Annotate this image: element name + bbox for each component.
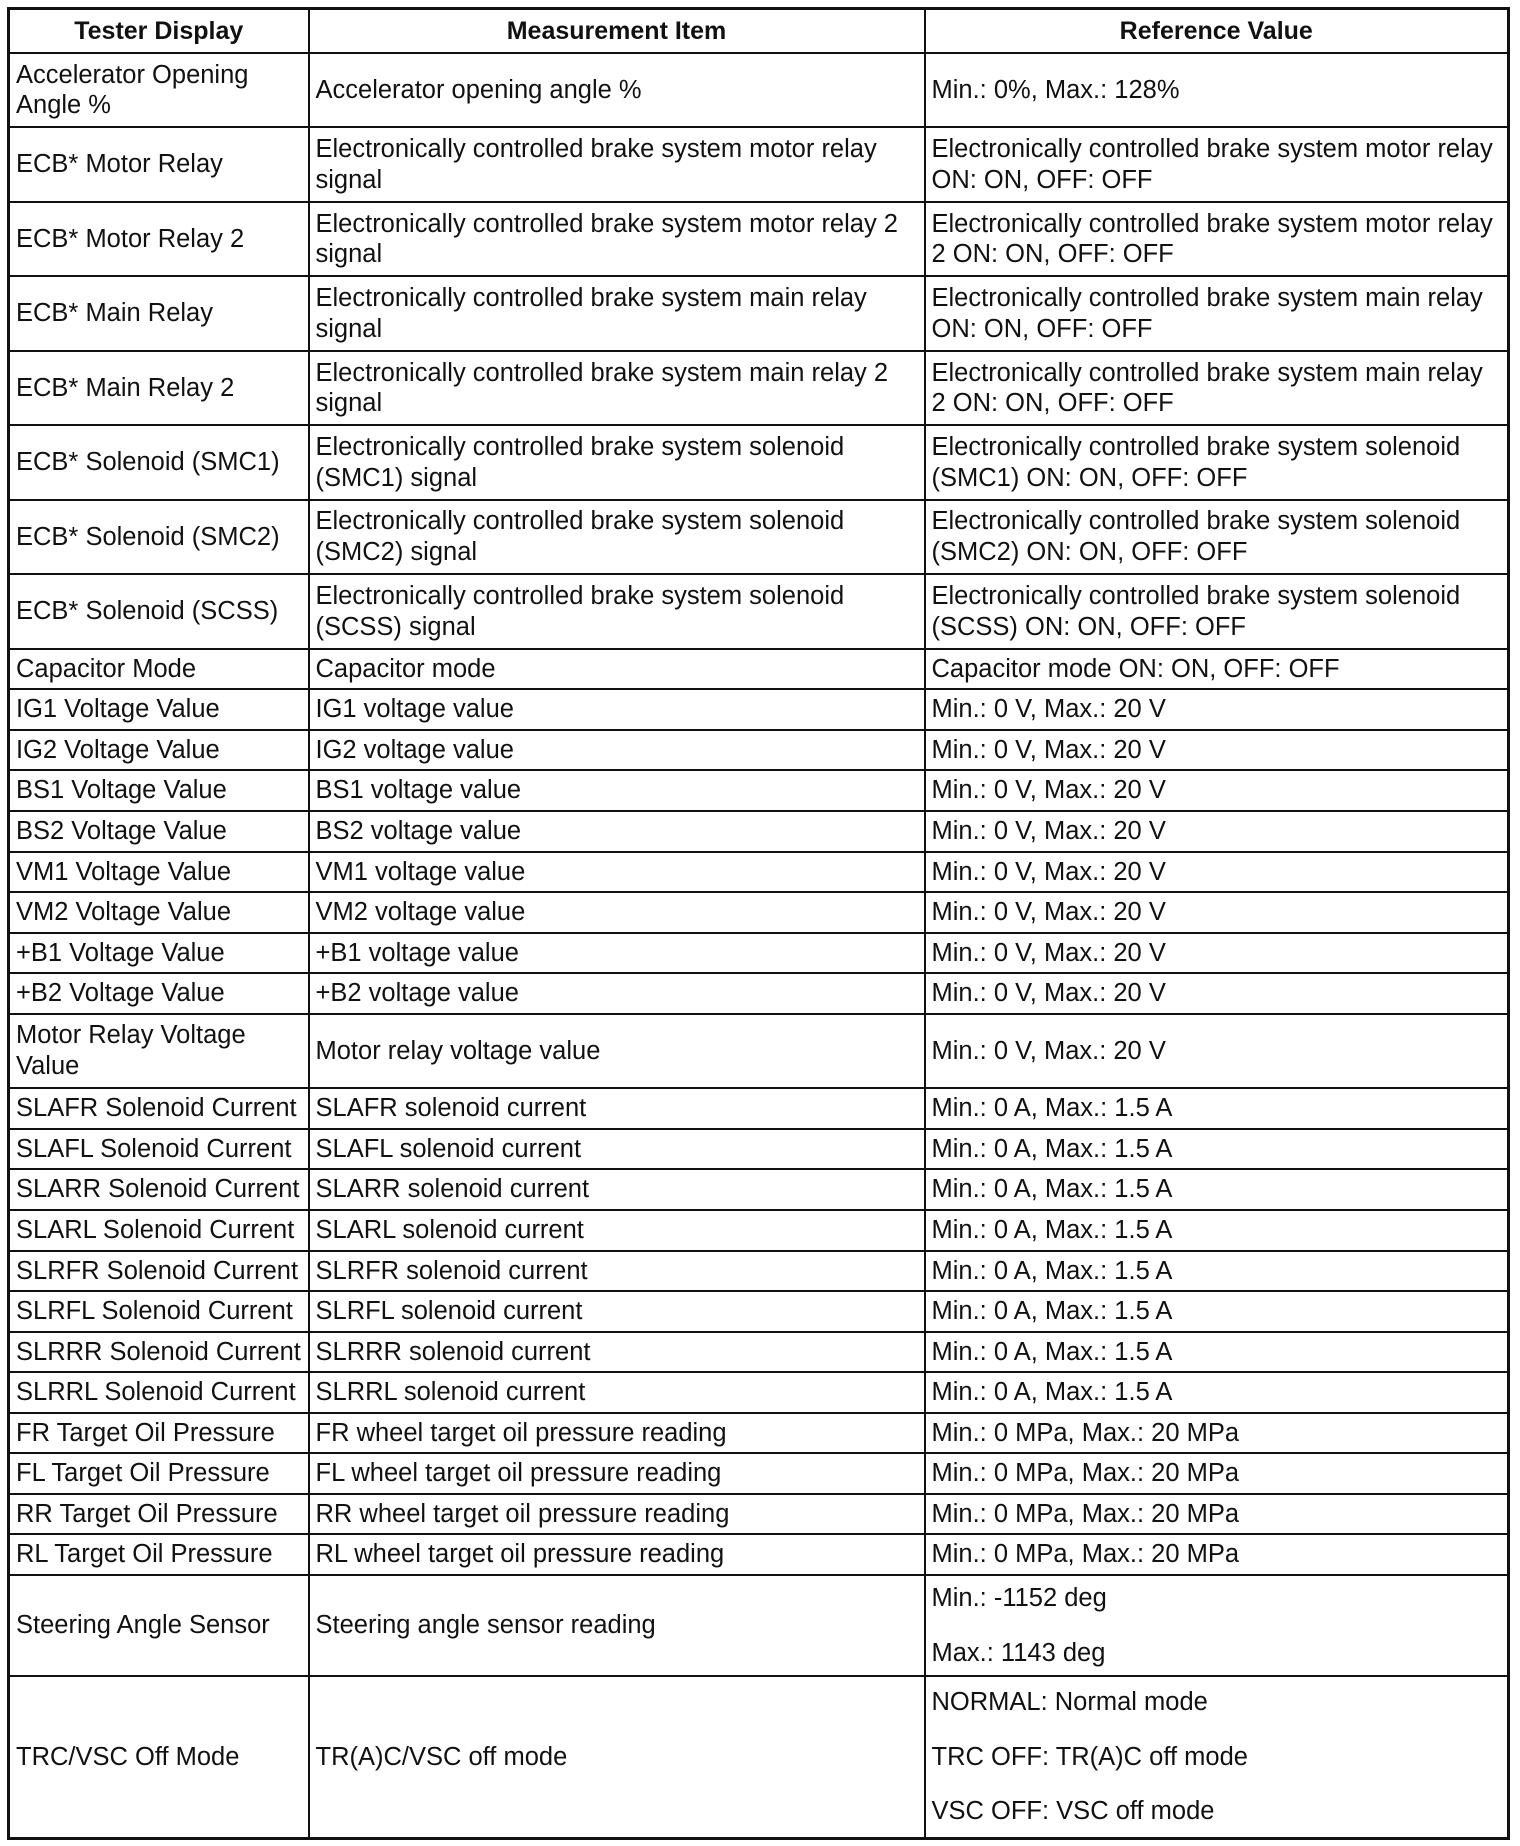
reference-value-cell: [925, 852, 1509, 893]
table-row: [9, 1251, 1509, 1292]
tester-display-cell: BS2 Voltage Value: [9, 811, 309, 852]
reference-value-cell: [925, 973, 1509, 1014]
table-row: [9, 425, 1509, 499]
tester-display-cell: SLRRL Solenoid Current: [9, 1372, 309, 1413]
reference-value-line: Capacitor mode ON: ON, OFF: OFF: [931, 654, 1340, 683]
reference-value-cell: [925, 1676, 1509, 1838]
reference-value-cell: [925, 1534, 1509, 1575]
reference-value-line: Electronically controlled brake system motor relay ON: ON, OFF: OFF: [931, 135, 1493, 194]
reference-value-cell: [925, 1291, 1509, 1332]
tester-display-cell: ECB* Solenoid (SMC2): [9, 500, 309, 574]
table-row: [9, 53, 1509, 127]
reference-value-line: Min.: 0 A, Max.: 1.5 A: [931, 1256, 1173, 1285]
tester-display-cell: SLAFL Solenoid Current: [9, 1129, 309, 1170]
table-row: [9, 649, 1509, 690]
tester-display-cell: SLRRR Solenoid Current: [9, 1332, 309, 1373]
tester-display-cell: +B2 Voltage Value: [9, 973, 309, 1014]
tester-display-cell: Motor Relay Voltage Value: [9, 1014, 309, 1088]
measurement-item-cell: SLAFL solenoid current: [309, 1129, 925, 1170]
reference-value-line: Min.: 0 V, Max.: 20 V: [931, 1036, 1166, 1065]
table-row: [9, 811, 1509, 852]
table-row: [9, 202, 1509, 276]
tester-display-cell: ECB* Solenoid (SMC1): [9, 425, 309, 499]
measurement-item-cell: Electronically controlled brake system solenoid (SCSS) signal: [309, 574, 925, 648]
reference-value-line: Min.: 0 MPa, Max.: 20 MPa: [931, 1418, 1240, 1447]
reference-value-line: Electronically controlled brake system main relay ON: ON, OFF: OFF: [931, 284, 1483, 343]
table-row: [9, 933, 1509, 974]
tester-display-cell: BS1 Voltage Value: [9, 770, 309, 811]
table-row: [9, 1575, 1509, 1676]
reference-value-line: Min.: 0 A, Max.: 1.5 A: [931, 1215, 1173, 1244]
reference-value-line: NORMAL: Normal mode: [931, 1688, 1208, 1717]
measurement-item-cell: Electronically controlled brake system solenoid (SMC1) signal: [309, 425, 925, 499]
table-row: [9, 770, 1509, 811]
reference-value-cell: [925, 1129, 1509, 1170]
measurement-item-cell: SLAFR solenoid current: [309, 1088, 925, 1129]
tester-display-cell: IG2 Voltage Value: [9, 730, 309, 771]
measurement-item-cell: FL wheel target oil pressure reading: [309, 1453, 925, 1494]
measurement-item-cell: Electronically controlled brake system motor relay signal: [309, 127, 925, 201]
reference-value-line: Min.: 0 V, Max.: 20 V: [931, 695, 1166, 724]
reference-value-cell: [925, 649, 1509, 690]
reference-value-cell: [925, 770, 1509, 811]
measurement-item-cell: Electronically controlled brake system main relay signal: [309, 276, 925, 350]
measurement-item-cell: SLARR solenoid current: [309, 1169, 925, 1210]
table-header: [9, 9, 1509, 54]
reference-value-cell: [925, 1372, 1509, 1413]
reference-value-cell: [925, 1014, 1509, 1088]
column-header-measurement-item: Measurement Item: [309, 9, 925, 54]
measurement-item-cell: TR(A)C/VSC off mode: [309, 1676, 925, 1838]
tester-display-cell: ECB* Main Relay 2: [9, 351, 309, 425]
tester-display-cell: ECB* Main Relay: [9, 276, 309, 350]
measurement-item-cell: SLRFL solenoid current: [309, 1291, 925, 1332]
reference-value-cell: [925, 1169, 1509, 1210]
reference-value-cell: [925, 276, 1509, 350]
reference-value-cell: [925, 811, 1509, 852]
measurement-item-cell: SLRRR solenoid current: [309, 1332, 925, 1373]
tester-display-cell: SLAFR Solenoid Current: [9, 1088, 309, 1129]
tester-display-cell: TRC/VSC Off Mode: [9, 1676, 309, 1838]
tester-display-cell: SLARR Solenoid Current: [9, 1169, 309, 1210]
reference-value-line: Electronically controlled brake system main relay 2 ON: ON, OFF: OFF: [931, 358, 1483, 418]
table-row: [9, 730, 1509, 771]
reference-value-cell: [925, 1413, 1509, 1454]
table-row: [9, 1494, 1509, 1535]
column-header-reference-value: Reference Value: [925, 9, 1509, 54]
reference-value-cell: [925, 1575, 1509, 1676]
reference-value-cell: [925, 351, 1509, 425]
tester-display-cell: FR Target Oil Pressure: [9, 1413, 309, 1454]
reference-value-line: Electronically controlled brake system solenoid (SCSS) ON: ON, OFF: OFF: [931, 581, 1461, 641]
table-row: [9, 973, 1509, 1014]
reference-value-line: Min.: 0 V, Max.: 20 V: [931, 938, 1166, 967]
measurement-item-cell: SLARL solenoid current: [309, 1210, 925, 1251]
tester-display-cell: IG1 Voltage Value: [9, 689, 309, 730]
reference-value-line: Min.: 0 MPa, Max.: 20 MPa: [931, 1499, 1240, 1528]
reference-value-cell: [925, 1332, 1509, 1373]
table-row: [9, 689, 1509, 730]
reference-value-line: Electronically controlled brake system solenoid (SMC1) ON: ON, OFF: OFF: [931, 432, 1461, 492]
tester-display-cell: ECB* Solenoid (SCSS): [9, 574, 309, 648]
tester-display-cell: SLRFL Solenoid Current: [9, 1291, 309, 1332]
reference-value-cell: [925, 127, 1509, 201]
measurement-item-cell: VM2 voltage value: [309, 892, 925, 933]
tester-display-cell: VM2 Voltage Value: [9, 892, 309, 933]
table-row: [9, 852, 1509, 893]
measurement-item-cell: Electronically controlled brake system main relay 2 signal: [309, 351, 925, 425]
reference-value-line: Min.: 0 MPa, Max.: 20 MPa: [931, 1540, 1240, 1569]
tester-display-cell: Accelerator Opening Angle %: [9, 53, 309, 127]
table-row: [9, 276, 1509, 350]
tester-display-cell: RL Target Oil Pressure: [9, 1534, 309, 1575]
table-row: [9, 1332, 1509, 1373]
table-row: [9, 574, 1509, 648]
measurement-item-cell: +B1 voltage value: [309, 933, 925, 974]
reference-value-line: Max.: 1143 deg: [931, 1638, 1106, 1667]
reference-value-cell: [925, 892, 1509, 933]
reference-value-line: Min.: 0 V, Max.: 20 V: [931, 816, 1166, 845]
reference-value-cell: [925, 1088, 1509, 1129]
measurement-item-cell: RR wheel target oil pressure reading: [309, 1494, 925, 1535]
reference-value-cell: [925, 1251, 1509, 1292]
reference-value-line: Min.: 0 A, Max.: 1.5 A: [931, 1134, 1173, 1163]
reference-value-line: Min.: 0 A, Max.: 1.5 A: [931, 1094, 1173, 1123]
tester-display-cell: SLARL Solenoid Current: [9, 1210, 309, 1251]
table-row: [9, 1676, 1509, 1838]
reference-value-cell: [925, 574, 1509, 648]
measurement-item-cell: Capacitor mode: [309, 649, 925, 690]
measurement-item-cell: Accelerator opening angle %: [309, 53, 925, 127]
table-row: [9, 1088, 1509, 1129]
reference-value-cell: [925, 1453, 1509, 1494]
table-row: [9, 1453, 1509, 1494]
reference-value-line: Min.: 0%, Max.: 128%: [931, 75, 1180, 104]
reference-value-line: VSC OFF: VSC off mode: [931, 1797, 1215, 1826]
tester-display-cell: FL Target Oil Pressure: [9, 1453, 309, 1494]
measurement-item-cell: RL wheel target oil pressure reading: [309, 1534, 925, 1575]
table-row: [9, 1169, 1509, 1210]
measurement-item-cell: FR wheel target oil pressure reading: [309, 1413, 925, 1454]
measurement-item-cell: SLRFR solenoid current: [309, 1251, 925, 1292]
measurement-item-cell: IG2 voltage value: [309, 730, 925, 771]
reference-value-cell: [925, 425, 1509, 499]
table-row: [9, 351, 1509, 425]
reference-value-cell: [925, 53, 1509, 127]
table-row: [9, 500, 1509, 574]
reference-value-line: Min.: 0 V, Max.: 20 V: [931, 979, 1166, 1008]
reference-value-cell: [925, 1210, 1509, 1251]
reference-value-cell: [925, 202, 1509, 276]
reference-value-cell: [925, 933, 1509, 974]
reference-value-line: Min.: 0 V, Max.: 20 V: [931, 857, 1166, 886]
measurement-item-cell: Motor relay voltage value: [309, 1014, 925, 1088]
table-row: [9, 1210, 1509, 1251]
table-row: [9, 1413, 1509, 1454]
header-row: [9, 9, 1509, 54]
reference-value-line: Min.: 0 V, Max.: 20 V: [931, 735, 1166, 764]
measurement-item-cell: +B2 voltage value: [309, 973, 925, 1014]
table-row: [9, 1534, 1509, 1575]
reference-value-line: Electronically controlled brake system solenoid (SMC2) ON: ON, OFF: OFF: [931, 507, 1461, 567]
reference-value-line: Min.: 0 MPa, Max.: 20 MPa: [931, 1459, 1240, 1488]
table-row: [9, 1372, 1509, 1413]
table-row: [9, 892, 1509, 933]
tester-display-cell: Capacitor Mode: [9, 649, 309, 690]
measurement-item-cell: VM1 voltage value: [309, 852, 925, 893]
table-row: [9, 1129, 1509, 1170]
reference-value-line: Min.: 0 V, Max.: 20 V: [931, 898, 1166, 927]
tester-display-cell: ECB* Motor Relay 2: [9, 202, 309, 276]
column-header-tester-display: Tester Display: [9, 9, 309, 54]
reference-value-line: Electronically controlled brake system motor relay 2 ON: ON, OFF: OFF: [931, 209, 1493, 269]
reference-value-line: Min.: -1152 deg: [931, 1583, 1107, 1612]
measurement-item-cell: IG1 voltage value: [309, 689, 925, 730]
table-body: [9, 53, 1509, 1839]
reference-value-cell: [925, 689, 1509, 730]
reference-value-line: Min.: 0 V, Max.: 20 V: [931, 776, 1166, 805]
reference-value-cell: [925, 1494, 1509, 1535]
measurement-item-cell: Steering angle sensor reading: [309, 1575, 925, 1676]
table-row: [9, 127, 1509, 201]
measurement-item-cell: BS2 voltage value: [309, 811, 925, 852]
measurement-item-cell: Electronically controlled brake system motor relay 2 signal: [309, 202, 925, 276]
tester-display-cell: RR Target Oil Pressure: [9, 1494, 309, 1535]
reference-value-line: TRC OFF: TR(A)C off mode: [931, 1742, 1248, 1771]
table-row: [9, 1014, 1509, 1088]
tester-display-cell: Steering Angle Sensor: [9, 1575, 309, 1676]
measurement-item-cell: SLRRL solenoid current: [309, 1372, 925, 1413]
reference-value-line: Min.: 0 A, Max.: 1.5 A: [931, 1175, 1173, 1204]
measurement-item-cell: BS1 voltage value: [309, 770, 925, 811]
measurement-item-cell: Electronically controlled brake system solenoid (SMC2) signal: [309, 500, 925, 574]
reference-value-line: Min.: 0 A, Max.: 1.5 A: [931, 1337, 1173, 1366]
reference-value-line: Min.: 0 A, Max.: 1.5 A: [931, 1378, 1173, 1407]
tester-display-cell: SLRFR Solenoid Current: [9, 1251, 309, 1292]
tester-data-table: [7, 7, 1510, 1840]
tester-display-cell: +B1 Voltage Value: [9, 933, 309, 974]
tester-display-cell: ECB* Motor Relay: [9, 127, 309, 201]
reference-value-line: Min.: 0 A, Max.: 1.5 A: [931, 1297, 1173, 1326]
reference-value-cell: [925, 500, 1509, 574]
table-row: [9, 1291, 1509, 1332]
reference-value-cell: [925, 730, 1509, 771]
tester-display-cell: VM1 Voltage Value: [9, 852, 309, 893]
